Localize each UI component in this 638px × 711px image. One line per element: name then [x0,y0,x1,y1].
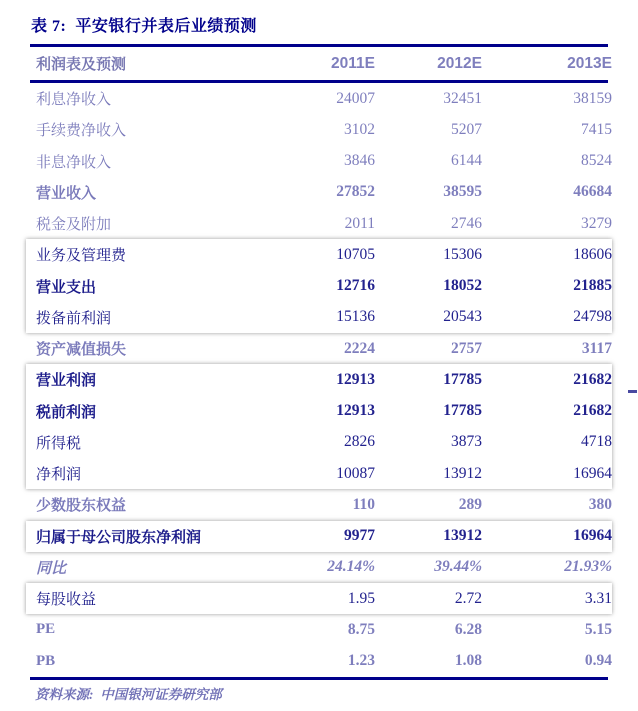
row-value: 2.72 [454,589,482,607]
table-row [26,146,612,177]
row-value: 2826 [344,433,375,451]
table-row [26,271,612,302]
row-value: 39.44% [434,558,482,576]
row-value: 24.14% [327,558,375,576]
row-value: 13912 [443,527,482,545]
row-value: 20543 [443,308,482,326]
header-col-2012e: 2012E [437,54,482,72]
table-row [26,427,612,458]
row-value: 8524 [581,152,612,170]
highlight-card [26,521,612,552]
row-label: 营业支出 [36,279,97,296]
row-label: 税金及附加 [36,217,112,234]
row-label: 税前利润 [36,404,97,421]
highlight-card [26,583,612,614]
row-value: 2224 [344,339,375,357]
table-header-row [26,47,612,80]
row-label: 资产减值损失 [36,342,127,359]
row-value: 1.08 [454,652,482,670]
row-value: 3117 [581,339,612,357]
source-note: 资料来源: 中国银河证券研究部 [35,687,222,702]
row-value: 3279 [581,214,612,232]
row-label: 归属于母公司股东净利润 [36,529,202,546]
header-col-2011e: 2011E [331,54,375,72]
row-value: 27852 [336,183,375,201]
table-rows [26,83,612,677]
row-value: 7415 [581,120,612,138]
row-label: 营业收入 [36,185,97,202]
row-value: 21682 [573,370,612,388]
table-row [26,396,612,427]
row-value: 2746 [451,214,482,232]
row-value: 4718 [581,433,612,451]
row-value: 18052 [443,277,482,295]
row-label: 所得税 [36,435,82,452]
row-value: 12913 [336,402,375,420]
table-row [26,302,612,333]
row-value: 9977 [344,527,375,545]
row-value: 17785 [443,402,482,420]
table-row [26,614,612,645]
table-row [26,646,612,677]
row-label: 每股收益 [36,592,97,609]
stray-mark [628,390,637,393]
row-value: 16964 [573,464,612,482]
row-value: 15306 [443,245,482,263]
header-col-2013e: 2013E [567,54,612,72]
row-label: 业务及管理费 [36,248,127,265]
row-value: 46684 [573,183,612,201]
row-value: 6144 [451,152,482,170]
row-value: 10705 [336,245,375,263]
row-value: 110 [352,495,375,513]
row-value: 3873 [451,433,482,451]
row-label: 利息净收入 [36,92,112,109]
row-label: 手续费净收入 [36,123,127,140]
table-row [26,208,612,239]
row-label: 营业利润 [36,373,97,390]
row-value: 21885 [573,277,612,295]
row-value: 3.31 [584,589,612,607]
row-label: PB [36,652,56,669]
table-row [26,364,612,395]
row-label: 同比 [36,560,67,577]
row-value: 17785 [443,370,482,388]
table-row [26,114,612,145]
row-value: 380 [588,495,612,513]
row-value: 2757 [451,339,482,357]
table-row [26,239,612,270]
row-value: 289 [458,495,482,513]
row-value: 3102 [344,120,375,138]
bottom-rule [30,677,608,680]
row-value: 38159 [573,89,612,107]
table-row [26,489,612,520]
row-label: 非息净收入 [36,154,112,171]
table-row [26,552,612,583]
row-value: 12716 [336,277,375,295]
row-value: 2011 [344,214,375,232]
table-row [26,83,612,114]
row-value: 21682 [573,402,612,420]
row-value: 32451 [443,89,482,107]
row-value: 5.15 [584,620,612,638]
row-value: 38595 [443,183,482,201]
highlight-card [26,239,612,333]
table-row [26,177,612,208]
row-value: 0.94 [584,652,612,670]
row-value: 15136 [336,308,375,326]
row-value: 8.75 [347,620,375,638]
row-value: 12913 [336,370,375,388]
row-value: 1.95 [347,589,375,607]
row-value: 3846 [344,152,375,170]
header-label: 利润表及预测 [36,57,127,73]
table-row [26,583,612,614]
row-label: 净利润 [36,467,82,484]
row-value: 18606 [573,245,612,263]
row-label: 少数股东权益 [36,498,127,515]
row-label: 拨备前利润 [36,310,112,327]
row-value: 21.93% [564,558,612,576]
table-row [26,458,612,489]
row-label: PE [36,621,56,638]
row-value: 13912 [443,464,482,482]
highlight-card [26,364,612,489]
table-row [26,333,612,364]
row-value: 10087 [336,464,375,482]
table-row [26,521,612,552]
table-title: 表 7: 平安银行并表后业绩预测 [31,18,257,35]
row-value: 16964 [573,527,612,545]
row-value: 5207 [451,120,482,138]
row-value: 6.28 [454,620,482,638]
row-value: 1.23 [347,652,375,670]
row-value: 24798 [573,308,612,326]
row-value: 24007 [336,89,375,107]
